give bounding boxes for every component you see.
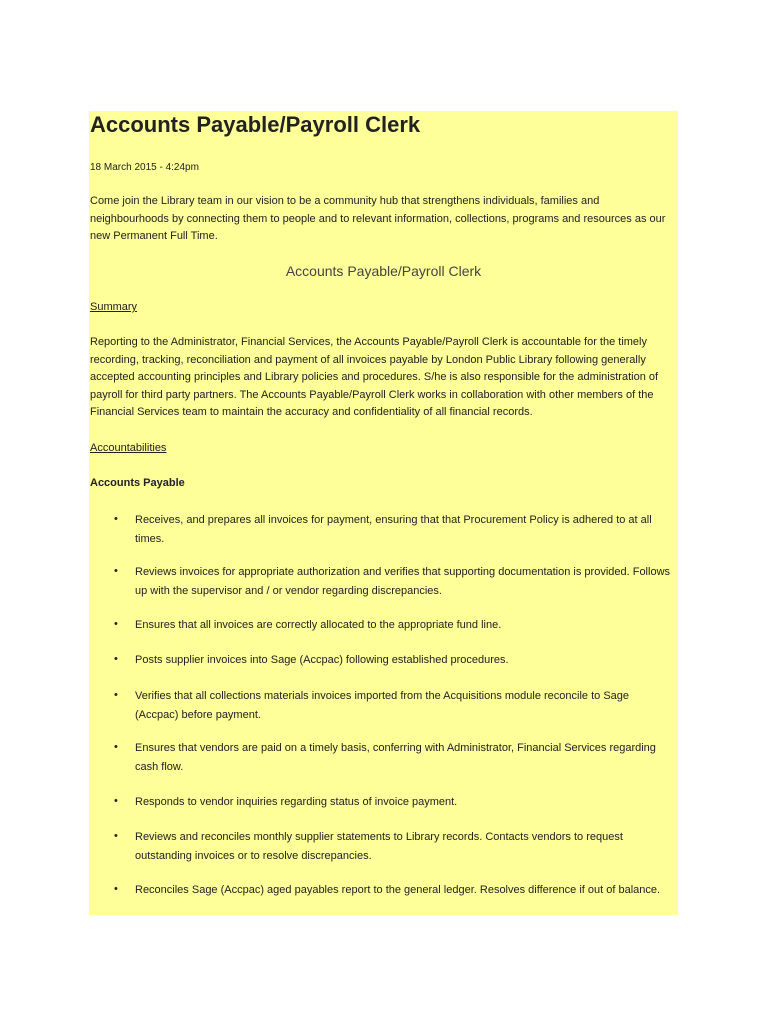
list-item-text: Ensures that all invoices are correctly allocated to the appropriate fund line. <box>135 619 502 631</box>
bullet-icon: • <box>114 513 118 525</box>
document-page <box>89 111 678 915</box>
page-title: Accounts Payable/Payroll Clerk <box>90 112 421 137</box>
bullet-icon: • <box>114 565 118 577</box>
job-subtitle: Accounts Payable/Payroll Clerk <box>285 263 482 279</box>
summary-heading: Summary <box>90 301 138 313</box>
bullet-icon: • <box>114 618 118 630</box>
post-date: 18 March 2015 - 4:24pm <box>90 162 199 173</box>
bullet-icon: • <box>114 689 118 701</box>
summary-paragraph: Reporting to the Administrator, Financial Services, the Accounts Payable/Payroll Clerk is accountable for the timely recording, tracking, reconciliation and payment of all invoices payable by London Public Library following generally accepted accounting principles and Library policies and procedures. S/he is also responsible for the administration of payroll for third party partners. The Accounts Payable/Payroll Clerk works in collaboration with other members of the Financial Services team to maintain the accuracy and confidentiality of all financial records. <box>90 336 659 418</box>
list-item-text: Ensures that vendors are paid on a timely basis, conferring with Administrator, Financial Services regarding cash flow. <box>135 742 656 773</box>
list-item-text: Reviews invoices for appropriate authorization and verifies that supporting documentation is provided. Follows up with the supervisor and / or vendor regarding discrepancies. <box>135 566 671 597</box>
bullet-icon: • <box>114 795 118 807</box>
list-item-text: Reconciles Sage (Accpac) aged payables report to the general ledger. Resolves difference if out of balance. <box>135 884 661 896</box>
intro-paragraph: Come join the Library team in our vision to be a community hub that strengthens individuals, families and neighbourhoods by connecting them to people and to relevant information, collections, programs and resources as our new Permanent Full Time. <box>90 195 666 242</box>
duties-list <box>89 111 678 915</box>
accounts-payable-heading: Accounts Payable <box>90 477 185 489</box>
accountabilities-heading: Accountabilities <box>90 442 167 454</box>
list-item-text: Responds to vendor inquiries regarding status of invoice payment. <box>135 796 458 808</box>
list-item-text: Posts supplier invoices into Sage (Accpac) following established procedures. <box>135 654 509 666</box>
bullet-icon: • <box>114 741 118 753</box>
list-item-text: Verifies that all collections materials invoices imported from the Acquisitions module reconcile to Sage (Accpac) before payment. <box>135 690 630 721</box>
list-item-text: Reviews and reconciles monthly supplier statements to Library records. Contacts vendors to request outstanding invoices or to resolve discrepancies. <box>135 831 623 862</box>
list-item-text: Receives, and prepares all invoices for payment, ensuring that that Procurement Policy is adhered to at all times. <box>135 514 652 545</box>
bullet-icon: • <box>114 883 118 895</box>
bullet-icon: • <box>114 653 118 665</box>
bullet-icon: • <box>114 830 118 842</box>
